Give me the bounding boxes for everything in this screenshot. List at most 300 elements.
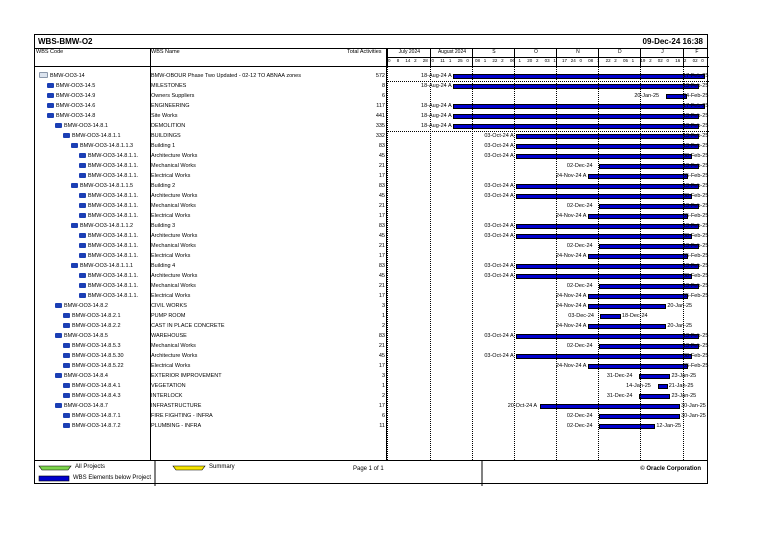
wbs-code [47, 81, 95, 91]
wbs-code-text: BMW-OO3-14.5 [56, 83, 96, 89]
bar-finish-label: 20-Jan-25 [667, 303, 693, 309]
wbs-node-icon [79, 273, 86, 278]
bar-start-label: 03-Dec-24 [568, 313, 594, 319]
day-tick-label: 17 [562, 58, 568, 63]
wbs-name: Mechanical Works [151, 283, 196, 289]
wbs-node-icon [47, 83, 54, 88]
gantt-bar[interactable] [516, 144, 699, 149]
table-row[interactable] [35, 341, 387, 351]
bar-finish-label: 17-Feb-25 [683, 73, 709, 79]
bar-start-label: 24-Nov-24 A [555, 213, 587, 219]
wbs-node-icon [63, 323, 70, 328]
day-tick-label: 05 [622, 58, 628, 63]
day-tick-label: 25 [457, 58, 463, 63]
wbs-node-icon [79, 243, 86, 248]
wbs-code [55, 331, 108, 341]
gantt-bar[interactable] [516, 354, 692, 359]
total-activities: 17 [378, 403, 385, 409]
wbs-code [63, 351, 124, 361]
bar-start-label: 18-Aug-24 A [421, 83, 452, 89]
col-wbs-code[interactable]: WBS Code [36, 49, 64, 55]
day-tick-label: 0 [431, 58, 435, 63]
bar-start-label: 02-Dec-24 [566, 203, 593, 209]
day-tick-label: 2 [614, 58, 617, 63]
bar-start-label: 24-Nov-24 A [555, 303, 587, 309]
bar-finish-label: 13-Feb-25 [683, 343, 709, 349]
wbs-code [79, 201, 138, 211]
total-activities: 83 [378, 333, 385, 339]
bar-finish-label: 05-Feb-25 [683, 363, 709, 369]
bar-finish-label: 13-Feb-25 [683, 123, 709, 129]
wbs-node-icon [79, 283, 86, 288]
wbs-name: Architecture Works [151, 353, 198, 359]
page-number: Page 1 of 1 [353, 466, 384, 472]
wbs-code-text: BMW-OO3-14.8.1.1.3 [80, 143, 134, 149]
wbs-code [63, 321, 121, 331]
bar-finish-label: 13-Feb-25 [683, 83, 709, 89]
wbs-code-text: BMW-OO3-14.9 [56, 93, 96, 99]
gantt-bar[interactable] [639, 374, 671, 379]
wbs-code [79, 281, 138, 291]
bar-finish-label: 13-Feb-25 [683, 113, 709, 119]
wbs-node-icon [71, 183, 78, 188]
day-tick-label: 1 [596, 58, 600, 63]
wbs-code [79, 211, 138, 221]
wbs-code-text: BMW-OO3-14.8.7.1 [72, 413, 121, 419]
wbs-node-icon [79, 233, 86, 238]
wbs-name: PUMP ROOM [151, 313, 186, 319]
day-tick-label: 0 [388, 58, 391, 63]
gantt-bar[interactable] [588, 174, 688, 179]
table-row[interactable] [35, 381, 387, 391]
wbs-node-icon [55, 403, 62, 408]
table-row[interactable] [35, 401, 387, 411]
summary-separator [387, 131, 709, 132]
month-label: J [661, 49, 664, 55]
report-page [34, 34, 708, 484]
wbs-code-text: BMW-OO3-14.8.1.1. [88, 173, 139, 179]
gantt-bar[interactable] [516, 184, 699, 189]
wbs-node-icon [63, 423, 70, 428]
day-tick-label: 08 [588, 58, 594, 63]
wbs-code-text: BMW-OO3-14.8.2.1 [72, 313, 121, 319]
gantt-bar[interactable] [600, 314, 621, 319]
wbs-code [63, 411, 121, 421]
gantt-bar[interactable] [588, 214, 688, 219]
gantt-bar[interactable] [453, 84, 699, 89]
total-activities: 45 [378, 233, 385, 239]
wbs-code-text: BMW-OO3-14.8.1.1. [88, 153, 139, 159]
wbs-node-icon [63, 363, 70, 368]
gantt-bar[interactable] [516, 274, 692, 279]
wbs-name: BUILDINGS [151, 133, 181, 139]
wbs-name: INTERLOCK [151, 393, 183, 399]
month-gridline [472, 67, 473, 460]
bar-finish-label: 13-Feb-25 [683, 223, 709, 229]
total-activities: 17 [378, 293, 385, 299]
wbs-code-text: BMW-OO3-14.8.1.1 [72, 133, 121, 139]
wbs-code-text: BMW-OO3-14.8.1 [64, 123, 108, 129]
wbs-name: CAST IN PLACE CONCRETE [151, 323, 225, 329]
table-row[interactable] [35, 171, 387, 181]
bar-finish-label: 13-Feb-25 [683, 183, 709, 189]
wbs-code [79, 191, 138, 201]
wbs-name: Architecture Works [151, 233, 198, 239]
col-wbs-name[interactable]: WBS Name [151, 49, 180, 55]
wbs-name: Building 1 [151, 143, 176, 149]
table-row[interactable] [35, 391, 387, 401]
wbs-name: Architecture Works [151, 153, 198, 159]
table-row[interactable] [35, 71, 387, 81]
bar-start-label: 24-Nov-24 A [555, 173, 587, 179]
wbs-code [47, 101, 95, 111]
wbs-node-icon [79, 213, 86, 218]
month-gridline [556, 67, 557, 460]
day-tick-label: 16 [675, 58, 681, 63]
wbs-code-text: BMW-OO3-14.8.1.1. [88, 243, 139, 249]
table-row[interactable] [35, 291, 387, 301]
bar-start-label: 03-Oct-24 A [484, 273, 514, 279]
month-label: N [576, 49, 580, 55]
wbs-node-icon [63, 393, 70, 398]
table-row[interactable] [35, 411, 387, 421]
wbs-node-icon [63, 313, 70, 318]
total-activities: 83 [378, 263, 385, 269]
wbs-code-text: BMW-OO3-14.8.1.1. [88, 233, 139, 239]
bar-start-label: 02-Dec-24 [566, 243, 593, 249]
gantt-bar[interactable] [588, 364, 688, 369]
wbs-node-icon [63, 353, 70, 358]
wbs-code [71, 261, 133, 271]
bar-finish-label: 08-Feb-25 [683, 273, 709, 279]
wbs-name: Electrical Works [151, 173, 191, 179]
bar-start-label: 18-Aug-24 A [421, 113, 452, 119]
wbs-name: Building 3 [151, 223, 176, 229]
table-row[interactable] [35, 191, 387, 201]
wbs-code [55, 371, 108, 381]
bar-start-label: 03-Oct-24 A [484, 133, 514, 139]
day-tick-label: 2 [649, 58, 652, 63]
bar-finish-label: 05-Feb-25 [683, 293, 709, 299]
report-title: WBS-BMW-O2 [38, 37, 93, 46]
gantt-bar[interactable] [516, 154, 692, 159]
total-activities: 335 [375, 123, 385, 129]
table-row[interactable] [35, 141, 387, 151]
table-row[interactable] [35, 371, 387, 381]
wbs-name: EXTERIOR IMPROVEMENT [151, 373, 222, 379]
table-row[interactable] [35, 131, 387, 141]
wbs-node-icon [79, 153, 86, 158]
bar-finish-label: 05-Feb-25 [683, 253, 709, 259]
total-activities: 21 [378, 243, 385, 249]
wbs-code-text: BMW-OO3-14.8.5 [64, 333, 108, 339]
table-row[interactable] [35, 351, 387, 361]
bar-start-label: 20-Oct-24 A [507, 403, 538, 409]
legend-shapes [35, 461, 709, 486]
wbs-code-text: BMW-OO3-14.8.7 [64, 403, 108, 409]
wbs-code-text: BMW-OO3-14.6 [56, 103, 96, 109]
wbs-name: CIVIL WORKS [151, 303, 187, 309]
wbs-name: Electrical Works [151, 253, 191, 259]
wbs-node-icon [79, 253, 86, 258]
bar-finish-label: 23-Jan-25 [671, 393, 697, 399]
gantt-bar[interactable] [540, 404, 680, 409]
table-row[interactable] [35, 421, 387, 431]
table-row[interactable] [35, 271, 387, 281]
gantt-bar[interactable] [588, 294, 688, 299]
wbs-code [71, 221, 133, 231]
bar-finish-label: 20-Jan-25 [667, 323, 693, 329]
wbs-name: WAREHOUSE [151, 333, 187, 339]
total-activities: 3 [381, 373, 385, 379]
wbs-node-icon [71, 143, 78, 148]
total-activities: 45 [378, 273, 385, 279]
wbs-code [47, 91, 95, 101]
month-label: O [533, 49, 538, 55]
wbs-code [55, 301, 108, 311]
day-tick-label: 1 [483, 58, 487, 63]
bar-start-label: 20-Jan-25 [634, 93, 660, 99]
wbs-name: VEGETATION [151, 383, 186, 389]
table-row[interactable] [35, 121, 387, 131]
bar-finish-label: 13-Feb-25 [683, 133, 709, 139]
wbs-code [63, 361, 124, 371]
wbs-code-text: BMW-OO3-14.8.1.1. [88, 213, 139, 219]
wbs-node-icon [55, 333, 62, 338]
bar-finish-label: 13-Feb-25 [683, 143, 709, 149]
gantt-bar[interactable] [453, 124, 699, 129]
day-tick-label: 1 [518, 58, 522, 63]
gantt-bar[interactable] [453, 114, 699, 119]
total-activities: 572 [375, 73, 385, 79]
day-tick-label: 28 [422, 58, 428, 63]
month-gridline [640, 67, 641, 460]
total-activities: 117 [376, 103, 385, 109]
wbs-node-icon [47, 113, 54, 118]
wbs-name: Owners Suppliers [151, 93, 195, 99]
bar-start-label: 31-Dec-24 [606, 393, 633, 399]
bar-start-label: 02-Dec-24 [566, 163, 593, 169]
day-tick-label: 14 [405, 58, 411, 63]
day-tick-label: 19 [640, 58, 646, 63]
total-activities: 17 [378, 253, 385, 259]
col-total-activities[interactable]: Total Activities [347, 49, 382, 55]
bar-start-label: 24-Nov-24 A [555, 293, 587, 299]
month-label: S [492, 49, 496, 55]
wbs-code-text: BMW-OO3-14.8.1.1. [88, 273, 139, 279]
table-row[interactable] [35, 81, 387, 91]
bar-start-label: 03-Oct-24 A [484, 223, 514, 229]
table-row[interactable] [35, 261, 387, 271]
table-row[interactable] [35, 301, 387, 311]
report-footer [35, 460, 707, 486]
gantt-bar[interactable] [516, 334, 699, 339]
day-tick-label: 02 [657, 58, 663, 63]
wbs-name: Electrical Works [151, 363, 191, 369]
legend-wbs-elements: WBS Elements below Project [73, 475, 152, 481]
day-tick-label: 02 [692, 58, 698, 63]
table-row[interactable] [35, 331, 387, 341]
bar-start-label: 02-Dec-24 [566, 283, 593, 289]
bar-start-label: 02-Dec-24 [566, 423, 593, 429]
day-tick-label: 24 [570, 58, 576, 63]
wbs-node-icon [47, 93, 54, 98]
month-label: F [695, 49, 699, 55]
month-gridline [683, 67, 684, 460]
day-tick-label: 2 [414, 58, 417, 63]
wbs-code-text: BMW-OO3-14.8.7.2 [72, 423, 121, 429]
table-row[interactable] [35, 161, 387, 171]
table-row[interactable] [35, 101, 387, 111]
wbs-node-icon [55, 373, 62, 378]
wbs-name: Architecture Works [151, 273, 198, 279]
gantt-bar[interactable] [658, 384, 668, 389]
table-row[interactable] [35, 91, 387, 101]
wbs-name: INFRASTRUCTURE [151, 403, 202, 409]
column-header-row [35, 48, 709, 67]
bar-start-label: 18-Aug-24 A [421, 103, 452, 109]
month-gridline [430, 67, 431, 460]
bar-finish-label: 08-Feb-25 [683, 353, 709, 359]
day-tick-label: 0 [466, 58, 469, 63]
wbs-code-text: BMW-OO3-14.8.1.1.1 [80, 263, 134, 269]
bar-finish-label: 18-Dec-24 [621, 313, 648, 319]
wbs-code-text: BMW-OO3-14.8.1.1. [88, 163, 139, 169]
day-tick-label: 08 [475, 58, 481, 63]
wbs-code [63, 341, 121, 351]
wbs-code [63, 311, 121, 321]
bar-finish-label: 13-Feb-25 [683, 203, 709, 209]
wbs-code-text: BMW-OO3-14.8.4.1 [72, 383, 121, 389]
table-row[interactable] [35, 361, 387, 371]
table-row[interactable] [35, 181, 387, 191]
gantt-bar[interactable] [516, 194, 692, 199]
wbs-node-icon [55, 123, 62, 128]
gantt-bar[interactable] [639, 394, 671, 399]
table-row[interactable] [35, 251, 387, 261]
wbs-node-icon [63, 383, 70, 388]
wbs-name: Electrical Works [151, 293, 191, 299]
wbs-code [79, 151, 138, 161]
wbs-node-icon [71, 263, 78, 268]
gantt-bar[interactable] [588, 304, 666, 309]
day-tick-label: 2 [501, 58, 504, 63]
total-activities: 11 [379, 423, 385, 429]
day-tick-label: 1 [553, 58, 556, 63]
bar-finish-label: 23-Jan-25 [671, 373, 697, 379]
wbs-node-icon [79, 293, 86, 298]
day-tick-label: 8 [396, 58, 400, 63]
month-gridline [514, 67, 515, 460]
day-tick-label: 06 [509, 58, 515, 63]
gantt-bar[interactable] [588, 324, 666, 329]
total-activities: 3 [381, 303, 385, 309]
wbs-name: Architecture Works [151, 193, 198, 199]
bar-start-label: 03-Oct-24 A [484, 193, 514, 199]
total-activities: 21 [378, 163, 385, 169]
wbs-code-text: BMW-OO3-14.8.1.1. [88, 253, 139, 259]
wbs-code-text: BMW-OO3-14 [50, 73, 85, 79]
project-folder-icon [39, 72, 48, 78]
wbs-code [63, 381, 121, 391]
table-row[interactable] [35, 201, 387, 211]
wbs-code [79, 291, 138, 301]
table-row[interactable] [35, 311, 387, 321]
bar-finish-label: 17-Feb-25 [683, 103, 709, 109]
table-row[interactable] [35, 241, 387, 251]
wbs-name: Mechanical Works [151, 343, 196, 349]
wbs-code-text: BMW-OO3-14.8.1.1.2 [80, 223, 134, 229]
bar-finish-label: 30-Jan-25 [681, 403, 706, 409]
day-tick-label: 0 [579, 58, 582, 63]
table-row[interactable] [35, 231, 387, 241]
bar-start-label: 24-Nov-24 A [555, 253, 587, 259]
table-row[interactable] [35, 211, 387, 221]
wbs-name: DEMOLITION [151, 123, 186, 129]
wbs-code-text: BMW-OO3-14.8.1.1. [88, 283, 139, 289]
bar-finish-label: 08-Feb-25 [683, 233, 709, 239]
table-row[interactable] [35, 321, 387, 331]
bar-finish-label: 08-Feb-25 [683, 153, 709, 159]
total-activities: 21 [378, 343, 385, 349]
bar-start-label: 03-Oct-24 A [484, 333, 514, 339]
month-label: D [618, 49, 622, 55]
bar-start-label: 18-Aug-24 A [421, 73, 452, 79]
total-activities: 6 [381, 93, 385, 99]
gantt-bar[interactable] [588, 254, 688, 259]
wbs-code [79, 171, 138, 181]
total-activities: 83 [378, 143, 385, 149]
gantt-bar[interactable] [453, 74, 705, 79]
bar-finish-label: 13-Feb-25 [683, 263, 709, 269]
legend-summary: Summary [209, 464, 235, 470]
wbs-code [55, 121, 108, 131]
bar-start-label: 18-Aug-24 A [421, 123, 452, 129]
day-tick-label: 0 [701, 58, 704, 63]
wbs-name: Building 2 [151, 183, 176, 189]
wbs-name: Mechanical Works [151, 243, 196, 249]
wbs-code [63, 421, 121, 431]
gantt-bar[interactable] [516, 134, 699, 139]
gantt-bar[interactable] [516, 224, 699, 229]
wbs-code-text: BMW-OO3-14.8.4.3 [72, 393, 121, 399]
table-row[interactable] [35, 221, 387, 231]
gantt-bar[interactable] [516, 234, 692, 239]
month-label: August 2024 [437, 49, 467, 55]
wbs-name: BMW-OBOUR Phase Two Updated - 02-12 TO ABNAA zones [151, 73, 301, 79]
table-row[interactable] [35, 151, 387, 161]
report-datetime: 09-Dec-24 16:38 [642, 37, 703, 46]
day-tick-label: 22 [605, 58, 611, 63]
table-row[interactable] [35, 111, 387, 121]
total-activities: 21 [378, 283, 385, 289]
wbs-code-text: BMW-OO3-14.8.1.1. [88, 193, 139, 199]
wbs-node-icon [63, 413, 70, 418]
wbs-name: Mechanical Works [151, 203, 196, 209]
wbs-name: Electrical Works [151, 213, 191, 219]
bar-finish-label: 05-Feb-25 [683, 173, 709, 179]
total-activities: 21 [378, 203, 385, 209]
total-activities: 45 [378, 153, 385, 159]
total-activities: 2 [381, 393, 385, 399]
total-activities: 8 [381, 83, 385, 89]
gantt-bar[interactable] [599, 424, 655, 429]
gantt-bar[interactable] [453, 104, 705, 109]
bar-finish-label: 30-Jan-25 [681, 413, 706, 419]
day-tick-label: 03 [544, 58, 550, 63]
table-row[interactable] [35, 281, 387, 291]
gantt-bar[interactable] [516, 264, 699, 269]
